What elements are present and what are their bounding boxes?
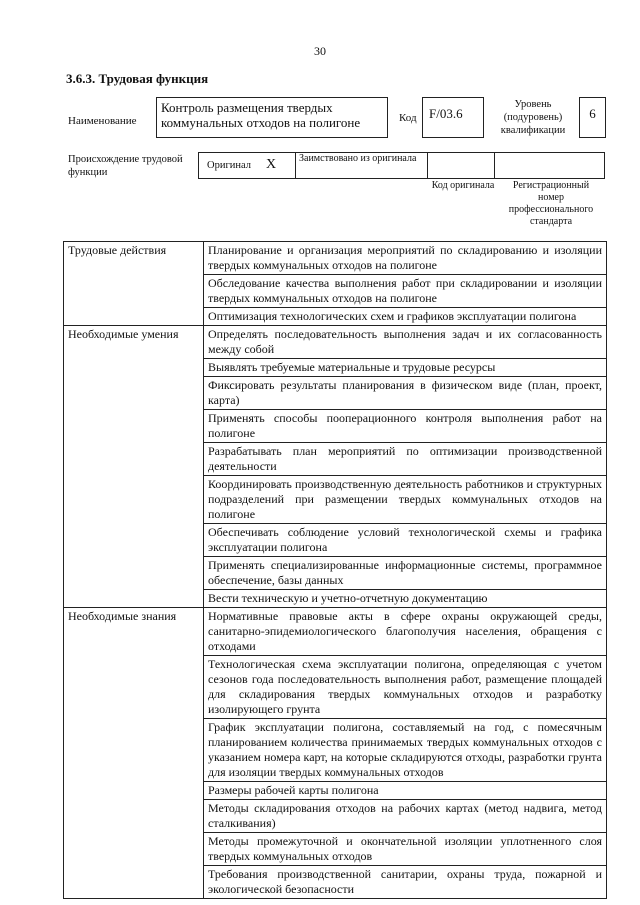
list-item: Координировать производственную деятельность работников и структурных подразделений при размещении твердых коммунальных отходов на полигоне: [204, 476, 607, 524]
list-item: График эксплуатации полигона, составляемый на год, с помесячным планированием количества принимаемых твердых коммунальных отходов с указанием номера карт, на которые складируются отходы, разработки грунта для изоляции твердых коммунальных отходов: [204, 719, 607, 782]
list-item: Требования производственной санитарии, охраны труда, пожарной и экологической безопасности: [204, 866, 607, 899]
section-title-cell: Необходимые знания: [64, 608, 204, 899]
section-title-cell: Трудовые действия: [64, 242, 204, 326]
qualification-level-field: 6: [579, 97, 606, 138]
list-item: Технологическая схема эксплуатации полигона, определяющая с учетом сезонов года последовательность выполнения работ, размещение площадей для складирования твердых коммунальных отходов и разработку изолирующего грунта: [204, 656, 607, 719]
list-item: Нормативные правовые акты в сфере охраны окружающей среды, санитарно-эпидемиологического благополучия населения, обращения с отходами: [204, 608, 607, 656]
table-row: [64, 242, 607, 275]
section-title-cell: Необходимые умения: [64, 326, 204, 608]
page-number: 30: [314, 44, 326, 58]
origin-original-cell: [199, 153, 296, 178]
origin-reg-cell: [495, 153, 606, 178]
borrowed-label: Заимствовано из оригинала: [299, 153, 417, 164]
section-title: 3.6.3. Трудовая функция: [66, 71, 209, 86]
origin-borrowed-cell: [296, 153, 428, 178]
list-item: Методы складирования отходов на рабочих картах (метод надвига, метод сталкивания): [204, 800, 607, 833]
list-item: Методы промежуточной и окончательной изоляции уплотненного слоя твердых коммунальных отходов: [204, 833, 607, 866]
level-label: Уровень (подуровень) квалификации: [500, 99, 566, 136]
table-row: [64, 608, 607, 656]
list-item: Применять способы пооперационного контроля выполнения работ на полигоне: [204, 410, 607, 443]
name-label: Наименование: [68, 115, 137, 127]
code-original-label: Код оригинала: [431, 180, 495, 191]
list-item: Планирование и организация мероприятий по складированию и изоляции твердых коммунальных отходов на полигоне: [204, 242, 607, 275]
function-details-table: [63, 241, 607, 899]
function-code-field: F/03.6: [422, 97, 484, 138]
origin-table: [198, 152, 605, 179]
code-label: Код: [399, 112, 417, 124]
list-item: Разрабатывать план мероприятий по оптимизации производственной деятельности: [204, 443, 607, 476]
list-item: Размеры рабочей карты полигона: [204, 782, 607, 800]
reg-number-label: Регистрационный номер профессионального стандарта: [508, 180, 594, 227]
list-item: Вести техническую и учетно-отчетную документацию: [204, 590, 607, 608]
original-label: Оригинал: [207, 160, 251, 171]
origin-code-cell: [428, 153, 495, 178]
list-item: Определять последовательность выполнения задач и их согласованность между собой: [204, 326, 607, 359]
list-item: Выявлять требуемые материальные и трудовые ресурсы: [204, 359, 607, 377]
list-item: Обеспечивать соблюдение условий технологической схемы и графика эксплуатации полигона: [204, 524, 607, 557]
table-row: [64, 326, 607, 359]
list-item: Фиксировать результаты планирования в физическом виде (план, проект, карта): [204, 377, 607, 410]
list-item: Обследование качества выполнения работ при складировании и изоляции твердых коммунальных отходов на полигоне: [204, 275, 607, 308]
list-item: Оптимизация технологических схем и графиков эксплуатации полигона: [204, 308, 607, 326]
function-name-field: Контроль размещения твердых коммунальных отходов на полигоне: [156, 97, 388, 138]
list-item: Применять специализированные информационные системы, программное обеспечение, базы данных: [204, 557, 607, 590]
original-mark: X: [266, 157, 277, 172]
origin-label: Происхождение трудовой функции: [68, 154, 183, 178]
